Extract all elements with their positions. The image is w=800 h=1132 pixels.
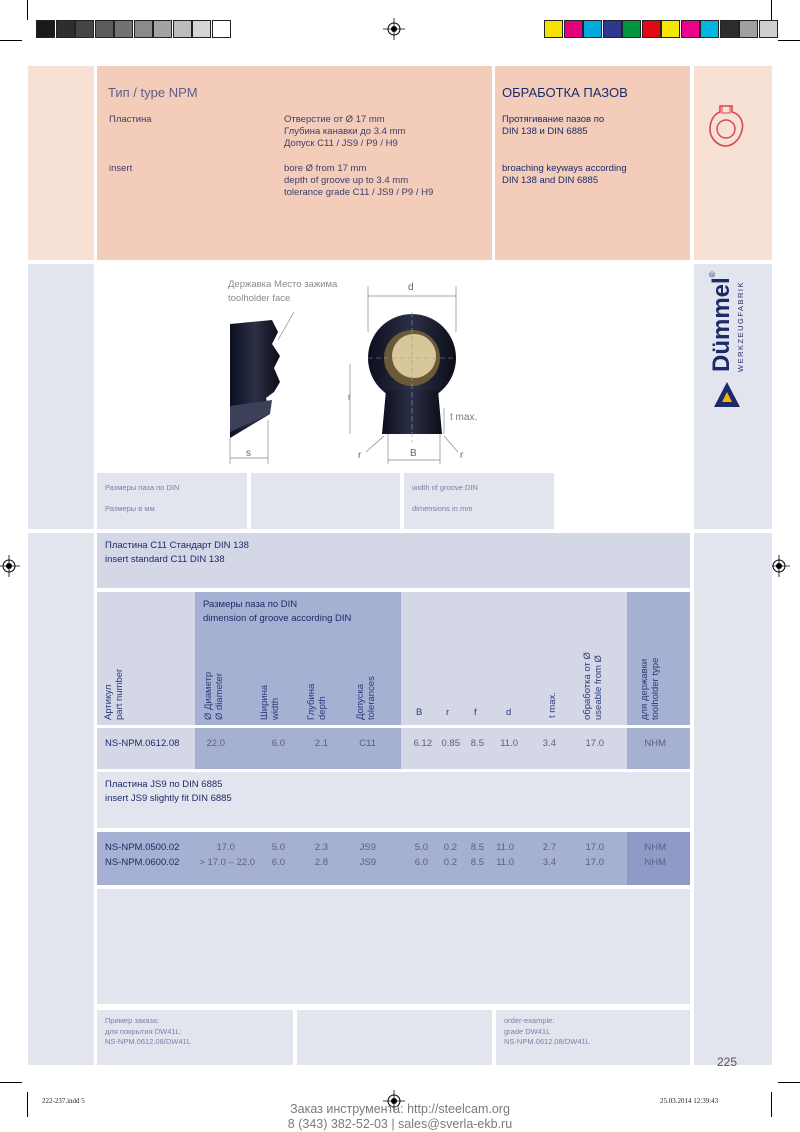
color-swatch [583,20,602,38]
drawing-margin-left [28,264,94,529]
section2-en: insert JS9 slightly fit DIN 6885 [105,793,232,804]
registration-mark-icon [0,555,20,577]
color-swatch [661,20,680,38]
col-diameter: Ø Диаметр Ø diameter [203,671,225,720]
ru-description: Протягивание пазов по DIN 138 и DIN 6885 [502,114,605,137]
group-header-en: dimension of groove according DIN [203,613,352,624]
blank-panel [97,889,690,1004]
col-t-max: t max. [547,692,558,718]
dim-s-label: s [246,448,251,459]
color-swatch [700,20,719,38]
brand-sub: WERKZEUGFABRIK [736,280,745,372]
col-toolholder-type: для державки toolholder type [639,657,661,720]
crop-mark [778,40,800,41]
en-label: insert [109,163,133,174]
section2-bar [97,772,690,828]
color-swatch [622,20,641,38]
footer-datetime: 25.03.2014 12:39:43 [660,1097,719,1105]
crop-mark [27,0,28,20]
table-margin-right [694,533,772,1065]
dim-f-label: f [348,395,350,402]
color-swatch [75,20,94,38]
dim-r-label-left: r [358,450,362,461]
page-number: 225 [717,1055,738,1069]
footer-file: 222-237.indd 5 [42,1097,85,1105]
color-swatch [36,20,55,38]
color-swatch [173,20,192,38]
table-margin-left [28,533,94,1065]
color-swatch [134,20,153,38]
type-title: Тип / type NPM [108,85,198,100]
en-description: broaching keyways according DIN 138 and DIN 6885 [502,163,627,186]
color-swatch [192,20,211,38]
col-r: r [446,707,450,718]
crop-mark [778,1082,800,1083]
crop-mark [0,40,22,41]
en-specs: bore Ø from 17 mm depth of groove up to 3.4 mm tolerance grade C11 / JS9 / P9 / H9 [284,163,434,198]
header-margin-right [694,66,772,260]
color-swatch [212,20,231,38]
color-swatch [759,20,778,38]
col-d: d [506,707,512,718]
crop-mark [0,1082,22,1083]
footer-order-line: Заказ инструмента: http://steelcam.org [290,1102,510,1116]
order-example-en: order-example: grade DW41L NS-NPM.0612.08/DW41L [496,1010,690,1065]
section2-ru: Пластина JS9 по DIN 6885 [105,779,223,790]
col-tolerances: Допуска tolerances [355,676,377,720]
dim-label-box-en: width of groove DIN dimensions in mm [404,473,554,529]
color-swatch [642,20,661,38]
order-example-ru: Пример заказа: для покрытия DW41L: NS-NPM.0612.08/DW41L [97,1010,293,1065]
col-b: B [416,707,423,718]
color-swatch [739,20,758,38]
section1-en: insert standard C11 DIN 138 [105,554,225,565]
groove-broaching-icon [706,102,746,150]
col-article: Артикул part number [103,668,125,720]
ru-label: Пластина [109,114,152,125]
group-header-ru: Размеры паза по DIN [203,599,298,610]
section-title: ОБРАБОТКА ПАЗОВ [502,85,628,100]
header-margin-left [28,66,94,260]
dim-label-box-ru: Размеры паза по DIN Размеры в мм [97,473,247,529]
color-swatch [114,20,133,38]
section1-bar [97,533,690,588]
toolholder-caption: Державка Место зажима toolholder face [228,279,338,304]
color-swatch [544,20,563,38]
color-swatch [56,20,75,38]
color-swatch [95,20,114,38]
crop-mark [771,0,772,20]
color-swatch [681,20,700,38]
registration-mark-icon [383,18,405,40]
brand-name: Dümmel [708,277,735,372]
color-swatch [153,20,172,38]
dim-t-label: t max. [450,412,478,423]
brand-registered: ® [708,271,717,278]
col-width: Ширина width [259,684,281,720]
ru-specs: Отверстие от Ø 17 mm Глубина канавки до 3.4 mm Допуск C11 / JS9 / P9 / H9 [284,114,406,149]
dim-label-box-middle [251,473,400,529]
footer-contact-line: 8 (343) 382-52-03 | sales@sverla-ekb.ru [287,1117,513,1131]
color-swatch [603,20,622,38]
color-swatch [564,20,583,38]
dim-b-label: B [410,448,417,459]
dim-d-label: d [408,282,414,293]
brand-triangle-icon [712,380,742,410]
order-example-middle [297,1010,492,1065]
col-depth: Глубина depth [306,683,328,720]
col-f: f [474,707,477,718]
color-swatch [720,20,739,38]
section1-ru: Пластина C11 Стандарт DIN 138 [105,540,249,551]
dim-r-label-right: r [460,450,464,461]
col-useable-from: обработка от Ø useable from Ø [582,652,604,720]
